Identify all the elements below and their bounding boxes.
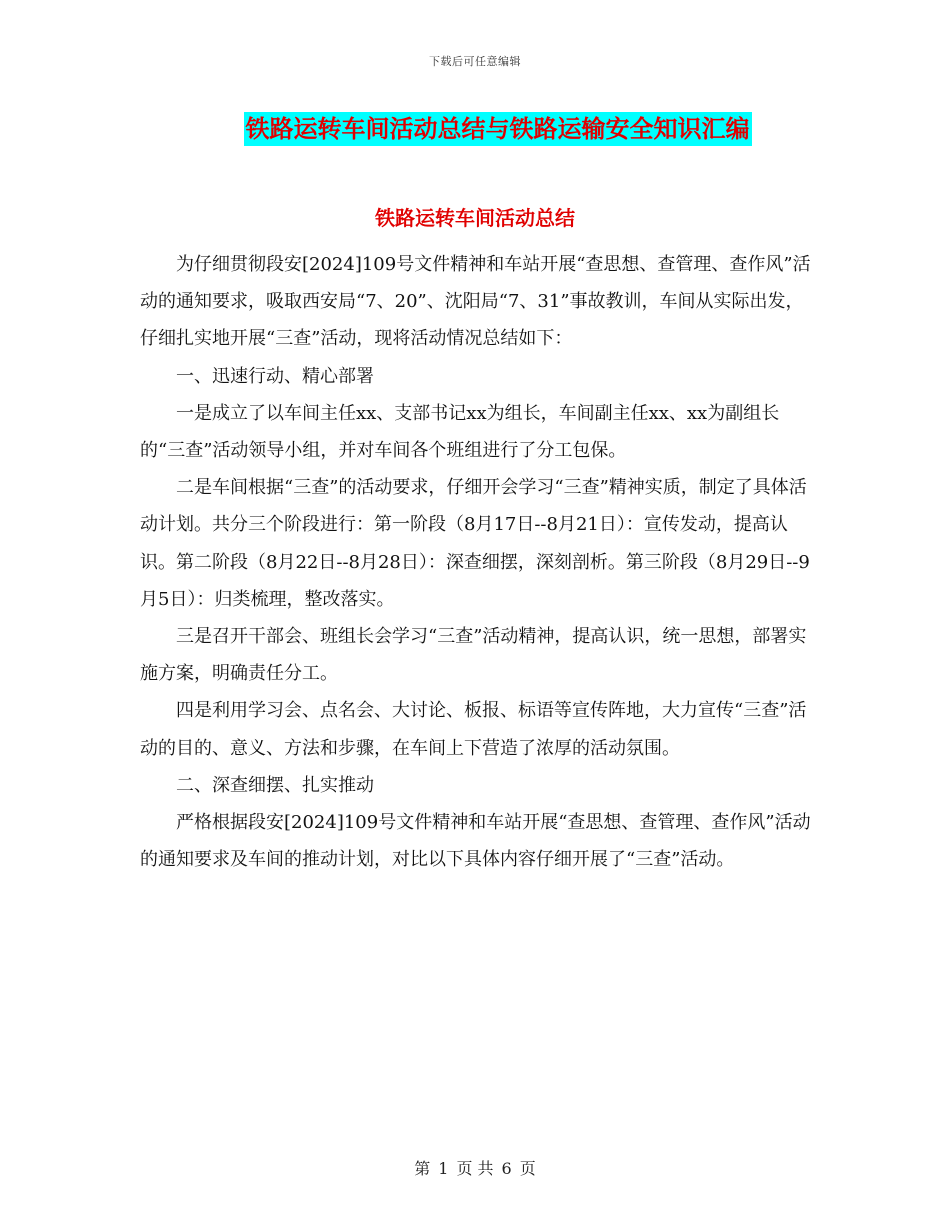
body-paragraph: 二是车间根据“三查”的活动要求，仔细开会学习“三查”精神实质，制定了具体活动计划。共分三个阶段进行：第一阶段（8月17日--8月21日）：宣传发动，提高认识。第二阶段（8月22日--8月28日）：深查细摆，深刻剖析。第三阶段（8月29日--9月5日）：归类梳理，整改落实。 [140, 477, 810, 610]
body-paragraph: 一是成立了以车间主任xx、支部书记xx为组长，车间副主任xx、xx为副组长的“三查”活动领导小组，并对车间各个班组进行了分工包保。 [140, 402, 780, 462]
footer-page-number: 1 [438, 1159, 449, 1178]
footer-mid: 页 共 [456, 1159, 494, 1178]
footer-page-total: 6 [501, 1159, 512, 1178]
body-paragraph: 三是召开干部会、班组长会学习“三查”活动精神，提高认识，统一思想，部署实施方案，明确责任分工。 [140, 626, 807, 685]
footer-prefix: 第 [414, 1159, 431, 1178]
page-header-note: 下载后可任意编辑 [429, 55, 521, 68]
body-paragraph: 为仔细贯彻段安[2024]109号文件精神和车站开展“查思想、查管理、查作风”活动的通知要求，吸取西安局“7、20”、沈阳局“7、31”事故教训，车间从实际出发，仔细扎实地开展“三查”活动，现将活动情况总结如下： [140, 254, 811, 350]
document-main-title: 铁路运转车间活动总结与铁路运输安全知识汇编 [244, 112, 752, 146]
section-title: 铁路运转车间活动总结 [375, 206, 575, 230]
body-heading: 一、迅速行动、精心部署 [176, 365, 374, 387]
body-paragraph: 四是利用学习会、点名会、大讨论、板报、标语等宣传阵地，大力宣传“三查”活动的目的、意义、方法和步骤，在车间上下营造了浓厚的活动氛围。 [140, 700, 807, 759]
main-title-container [0, 112, 950, 146]
body-heading: 二、深查细摆、扎实推动 [176, 774, 374, 796]
document-body [140, 246, 820, 878]
body-paragraph: 严格根据段安[2024]109号文件精神和车站开展“查思想、查管理、查作风”活动的通知要求及车间的推动计划，对比以下具体内容仔细开展了“三查”活动。 [140, 812, 811, 871]
footer-suffix: 页 [519, 1159, 536, 1178]
page-footer [0, 1156, 950, 1179]
